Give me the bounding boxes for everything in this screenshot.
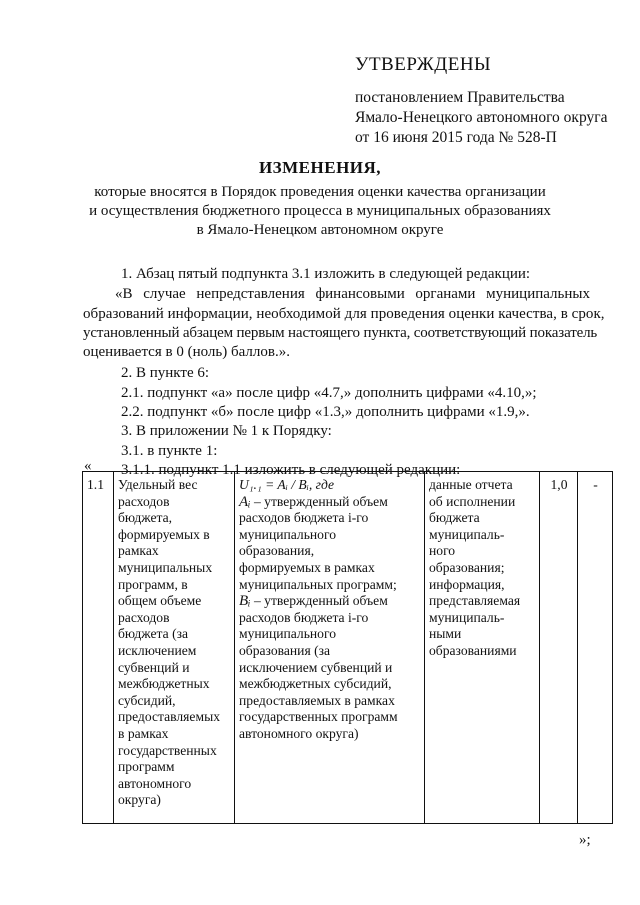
indicator-line: программ [118,759,175,775]
var-a-desc-line: муниципальных программ; [239,576,397,592]
document-title: ИЗМЕНЕНИЯ, [258,158,382,177]
source-line: ными [429,626,462,642]
item-3-1: 3.1. в пункте 1: [121,443,218,459]
row-number: 1.1 [87,477,104,492]
indicator-line: исключением [118,642,197,658]
var-a-desc-line: муниципального [239,526,337,542]
var-a-desc-line: образования, [239,543,315,559]
quote-word: непредставления [196,286,305,302]
approval-line-2: Ямало-Ненецкого автономного округа [355,109,608,126]
var-a-desc-line: формируемых в рамках [239,559,375,575]
indicator-line: программ, в [118,576,188,592]
var-b: Bᵢ [239,593,251,610]
var-a-desc-line: расходов бюджета i-го [239,510,369,526]
var-b-line [239,593,421,610]
source-line: представляемая [429,593,521,609]
indicator-line: бюджета (за [118,626,189,642]
var-a-line [239,494,421,511]
quote-word: случае [143,286,186,302]
indicator-line: межбюджетных [118,676,210,692]
quote-line-2: образований информации, необходимой для проведения оценки качества, в срок, [83,306,605,322]
weight-cell [540,472,578,824]
source-line: муниципаль- [429,526,505,542]
var-b-desc-line: предоставляемых в рамках [239,692,395,708]
indicator-line: расходов [118,493,170,509]
formula-cell [235,472,425,824]
item-2-2: 2.2. подпункт «б» после цифр «1.3,» дополнить цифрами «1.9,». [121,404,530,420]
indicator-line: Удельный вес [118,477,198,492]
weight-value: 1,0 [550,477,568,492]
source-line: образования; [429,559,505,575]
indicator-line: субвенций и [118,659,190,675]
indicator-cell [114,472,235,824]
quote-line-4: оценивается в 0 (ноль) баллов.». [83,344,290,360]
indicator-line: бюджета, [118,510,173,526]
item-1: 1. Абзац пятый подпункта 3.1 изложить в следующей редакции: [121,266,531,282]
quote-word: муниципальных [486,286,590,302]
indicator-line: формируемых в [118,526,210,542]
changes-table [82,471,613,824]
var-b-desc-line: образования (за [239,642,331,658]
source-line: муниципаль- [429,609,505,625]
source-line: данные отчета [429,477,513,492]
subtitle-line-2: и осуществления бюджетного процесса в муниципальных образованиях [89,203,551,219]
var-b-desc-line: расходов бюджета i-го [239,609,369,625]
quote-line-3: установленный абзацем первым настоящего пункта, соответствующий показатель [83,325,598,341]
indicator-line: расходов [118,609,170,625]
var-b-desc-line: автономного округа) [239,725,359,741]
indicator-line: предоставляемых [118,709,220,725]
var-b-desc-line: муниципального [239,626,337,642]
item-2-1: 2.1. подпункт «а» после цифр «4.7,» дополнить цифрами «4.10,»; [121,385,537,401]
var-a: Aᵢ [239,493,251,510]
source-line: ного [429,543,456,559]
subtitle-line-3: в Ямало-Ненецком автономном округе [196,222,444,238]
item-3-1-1: 3.1.1. подпункт 1.1 изложить в следующей редакции: [121,462,461,478]
approval-line-1: постановлением Правительства [355,89,565,106]
indicator-line: государственных [118,742,217,758]
table-row [83,472,613,824]
open-quote: « [84,458,92,474]
var-a-desc: – утвержденный объем [253,493,388,509]
last-cell [578,472,613,824]
quote-word: органами [415,286,476,302]
source-line: информация, [429,576,505,592]
indicator-line: в рамках [118,725,169,741]
source-line: об исполнении [429,493,516,509]
source-line: бюджета [429,510,480,526]
var-b-desc: – утвержденный объем [253,593,388,609]
var-b-desc-line: межбюджетных субсидий, [239,676,392,692]
item-2: 2. В пункте 6: [121,365,210,381]
indicator-line: автономного [118,775,192,791]
approval-line-3: от 16 июня 2015 года № 528-П [355,129,557,146]
item-3: 3. В приложении № 1 к Порядку: [121,423,332,439]
approval-heading: УТВЕРЖДЕНЫ [355,54,492,75]
quote-word: «В [115,286,133,302]
source-line: образованиями [429,642,517,658]
var-b-desc-line: государственных программ [239,709,398,725]
var-b-desc-line: исключением субвенций и [239,659,393,675]
indicator-line: субсидий, [118,692,176,708]
last-value: - [593,477,598,492]
subtitle-line-1: которые вносятся в Порядок проведения оценки качества организации [94,184,546,200]
quote-word: финансовыми [315,286,405,302]
close-quote: »; [579,832,591,848]
row-number-cell [83,472,114,824]
indicator-line: общем объеме [118,593,202,609]
quote-line-1 [115,286,590,303]
source-cell [425,472,540,824]
formula: U₁.₁ = Aᵢ / Bᵢ, где [239,477,335,492]
indicator-line: рамках [118,543,159,559]
indicator-line: округа) [118,792,161,808]
indicator-line: муниципальных [118,559,213,575]
